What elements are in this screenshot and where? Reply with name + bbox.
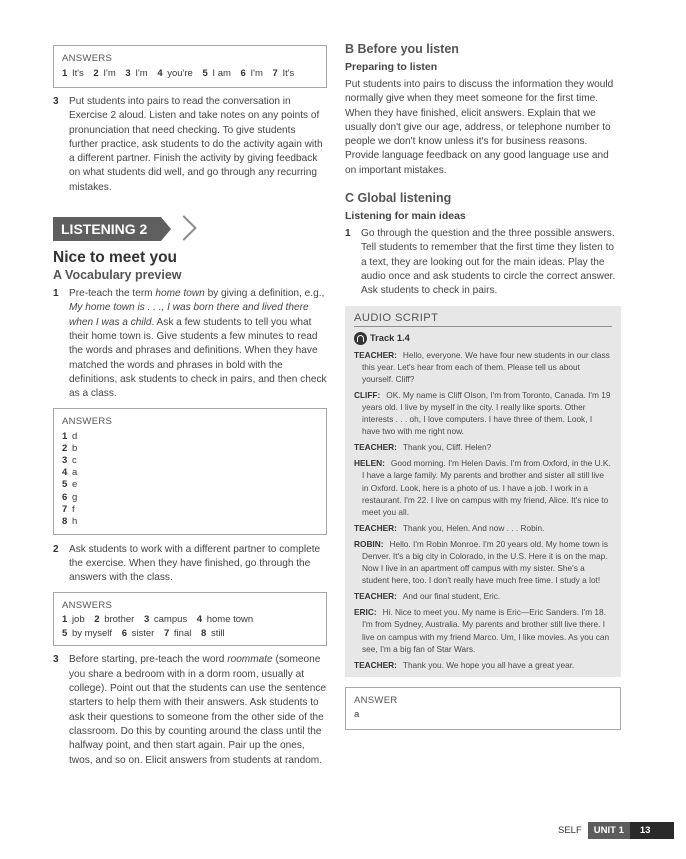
answer-text: still (210, 627, 225, 639)
text-run: . Ask a few students to tell you what their home town is. Give students a few minutes to read the words and phrases and definitions. When they have matched the words and phrases in bold with the definitions, ask students to check in pairs, and then check as a class. (69, 316, 327, 400)
answer-text: home town (206, 614, 254, 626)
speaker: TEACHER: (354, 349, 397, 360)
answer-text: final (173, 627, 192, 639)
step-text: Put students into pairs to read the conversation in Exercise 2 aloud. Listen and take notes on any points of pronunciation that need checking. To give students further practice, ask students to do the activity again with a different partner. Finish the activity by giving feedback on what students did well, and go through any recurring mistakes. (69, 96, 323, 193)
listening-tag-label: LISTENING 2 (53, 217, 161, 241)
answer-number: 3 (125, 67, 131, 79)
answer-number: 3 (143, 614, 150, 626)
page-number: 13 (630, 822, 674, 839)
utterance: OK. My name is Cliff Olson, I'm from Toronto, Canada. I'm 19 years old. I live by myself in the city. I really like sports. Other interests . . . oh, I love computers. I have three of them. Look, I have two with me right now. (362, 389, 611, 437)
section-c-subheading: Listening for main ideas (345, 210, 466, 223)
script-line (354, 457, 612, 517)
utterance: Thank you, Helen. And now . . . Robin. (402, 522, 545, 533)
step-3-roommate (53, 653, 327, 767)
step-text: Go through the question and the three possible answers. Tell students to remember that the first time they listen to a text, they are looking out for the main ideas. Play the audio once and ask students to circle the correct answer. Ask students to check in pairs. (361, 228, 616, 297)
answer-text: brother (104, 614, 135, 626)
answer-box (345, 687, 621, 730)
left-column (53, 45, 327, 768)
answers-box-1 (53, 45, 327, 88)
step-number: 3 (53, 96, 59, 107)
italic-example: My home town is . . ., I was born there and lived there when I was a child (69, 302, 309, 328)
speaker: TEACHER: (354, 522, 397, 533)
track-number: Track 1.4 (370, 333, 410, 344)
answer-number: 4 (62, 467, 68, 479)
text-run: Pre-teach the term (69, 288, 156, 300)
script-line (354, 606, 612, 654)
section-b-heading: B Before you listen (345, 42, 459, 56)
step-number: 1 (345, 228, 351, 240)
answer-text: I'm (135, 67, 148, 79)
answer-text: you're (167, 67, 193, 79)
footer-unit-label: UNIT 1 (588, 822, 630, 839)
audio-script-panel (345, 306, 621, 677)
step-1-main-ideas (345, 227, 621, 298)
script-line (354, 538, 612, 586)
answers-label: ANSWERS (62, 53, 113, 64)
answer-text: It's (71, 67, 84, 79)
speaker: TEACHER: (354, 659, 397, 670)
answer-number: 1 (62, 614, 68, 626)
answer-number: 5 (62, 627, 68, 639)
answer-text: I am (212, 67, 231, 79)
track-label (354, 332, 612, 345)
script-line (354, 659, 612, 671)
speaker: TEACHER: (354, 442, 397, 453)
answer-text: campus (153, 614, 188, 626)
script-line (354, 441, 612, 453)
utterance: Thank you, Cliff. Helen? (402, 442, 492, 453)
step-3-pronunciation (53, 95, 327, 195)
page-footer (558, 822, 674, 839)
answer-number: 1 (62, 431, 68, 443)
answer-number: 2 (62, 443, 68, 455)
answer-number: 7 (163, 627, 170, 639)
answer-number: 6 (121, 627, 127, 639)
speaker: CLIFF: (354, 389, 381, 400)
answer-label: ANSWER (354, 694, 398, 706)
audio-script-title: AUDIO SCRIPT (354, 312, 612, 327)
answer-value: a (354, 709, 360, 721)
section-a-heading: A Vocabulary preview (53, 268, 182, 283)
step-number: 3 (53, 654, 59, 666)
answers-list (62, 431, 318, 528)
answer-text: f (71, 503, 75, 515)
speaker: ERIC: (354, 607, 377, 618)
speaker: ROBIN: (354, 538, 384, 549)
answers-row (62, 613, 318, 627)
answer-number: 1 (62, 67, 68, 79)
script-line (354, 349, 612, 385)
answer-number: 3 (62, 455, 68, 467)
answer-text: I'm (103, 67, 116, 79)
section-b-text: Put students into pairs to discuss the information they would normally give when they meet someone for the first time. When they have finished, elicit answers. Explain that we usually don't give our age, address, or telephone number to people we don't know unless it's for business reasons. Provide language feedback on any good language use and on important mistakes. (345, 79, 614, 176)
step-text: Ask students to work with a different partner to complete the exercise. When they have finished, go through the answers with the class. (69, 543, 321, 584)
text-run: (someone you share a bedroom with in a dorm room, usually at college). Point out that the students can use the sentence starters to help them with their answers. Ask students to ask their questions to someone from the other side of the classroom. Do this by counting around the class until the halfway point, and then start again. Pair up the ones, twos, and so on. Elicit answers from students at random. (69, 654, 327, 766)
answers-box-3 (53, 592, 327, 647)
section-b-subheading: Preparing to listen (345, 61, 438, 73)
step-text (69, 287, 327, 401)
answers-label: ANSWERS (62, 416, 113, 428)
answer-text: b (71, 443, 78, 455)
answer-text: a (71, 467, 78, 479)
answer-number: 4 (196, 614, 203, 626)
answer-number: 5 (62, 479, 68, 491)
utterance: And our final student, Eric. (402, 591, 501, 602)
speaker: HELEN: (354, 458, 385, 469)
step-1-vocabulary (53, 287, 327, 401)
chevron-right-icon (171, 215, 196, 240)
text-run: Before starting, pre-teach the word (69, 654, 228, 666)
answers-row (62, 67, 318, 81)
answer-number: 7 (272, 67, 278, 79)
step-2-exercise (53, 543, 327, 586)
italic-term: home town (155, 288, 205, 300)
section-title: Nice to meet you (53, 249, 178, 267)
answer-number: 6 (62, 491, 68, 503)
italic-term: roommate (227, 654, 273, 666)
script-line (354, 590, 612, 602)
answer-text: h (71, 515, 78, 527)
answers-box-2 (53, 408, 327, 534)
step-text (69, 653, 327, 767)
answer-number: 8 (62, 515, 68, 527)
answer-number: 4 (157, 67, 163, 79)
answers-row (62, 627, 318, 641)
answer-text: d (71, 431, 78, 443)
script-line (354, 522, 612, 534)
answer-text: job (71, 614, 85, 626)
answer-text: by myself (71, 627, 113, 639)
utterance: Thank you. We hope you all have a great year. (402, 659, 575, 670)
text-run: by giving a definition, e.g., (204, 288, 325, 300)
step-number: 2 (53, 543, 59, 555)
answer-number: 7 (62, 503, 68, 515)
script-line (354, 389, 612, 437)
section-c-heading: C Global listening (345, 191, 452, 206)
answer-text: g (71, 491, 78, 503)
answer-text: sister (131, 627, 155, 639)
utterance: Good morning. I'm Helen Davis. I'm from Oxford, in the U.K. I have a large family. My parents and brother and sister all still live in Oxford. Look, here is a photo of us. I have a job. I work in a restaurant. I'm 22. I live on campus with my friend, Alice. It's nice to meet you all. (362, 458, 611, 517)
answers-label: ANSWERS (62, 599, 113, 611)
answer-number: 2 (94, 614, 100, 626)
listening-tag (53, 217, 193, 241)
speaker: TEACHER: (354, 591, 397, 602)
answer-text: It's (282, 67, 295, 79)
answer-text: I'm (250, 67, 263, 79)
utterance: Hi. Nice to meet you. My name is Eric—Eric Sanders. I'm 18. I'm from Sydney, Australia. My parents and brother still live there. I live on campus with my friend Marco. Um, I like movies. As you can see, I'm a big fan of Star Wars. (362, 607, 610, 654)
headphones-icon (354, 332, 367, 345)
tag-arrow-shape (161, 217, 171, 241)
utterance: Hello, everyone. We have four new students in our class this year. Let's hear from each of them. Please tell us about yourself. Cliff? (362, 349, 610, 384)
step-number: 1 (53, 288, 59, 300)
answer-text: c (71, 455, 77, 467)
answer-number: 2 (93, 67, 99, 79)
utterance: Hello. I'm Robin Monroe. I'm 20 years old. My home town is Denver. It's a big city in Colorado, in the U.S. Here it is on the map. Now I live in an apartment off campus with my sister. She's a student here, too. I don't really have much free time. I study a lot! (362, 538, 609, 586)
answer-text: e (71, 479, 78, 491)
answer-number: 8 (201, 627, 207, 639)
footer-self-label: SELF (558, 825, 582, 836)
answer-number: 5 (202, 67, 208, 79)
answer-number: 6 (240, 67, 246, 79)
right-column (345, 42, 621, 730)
